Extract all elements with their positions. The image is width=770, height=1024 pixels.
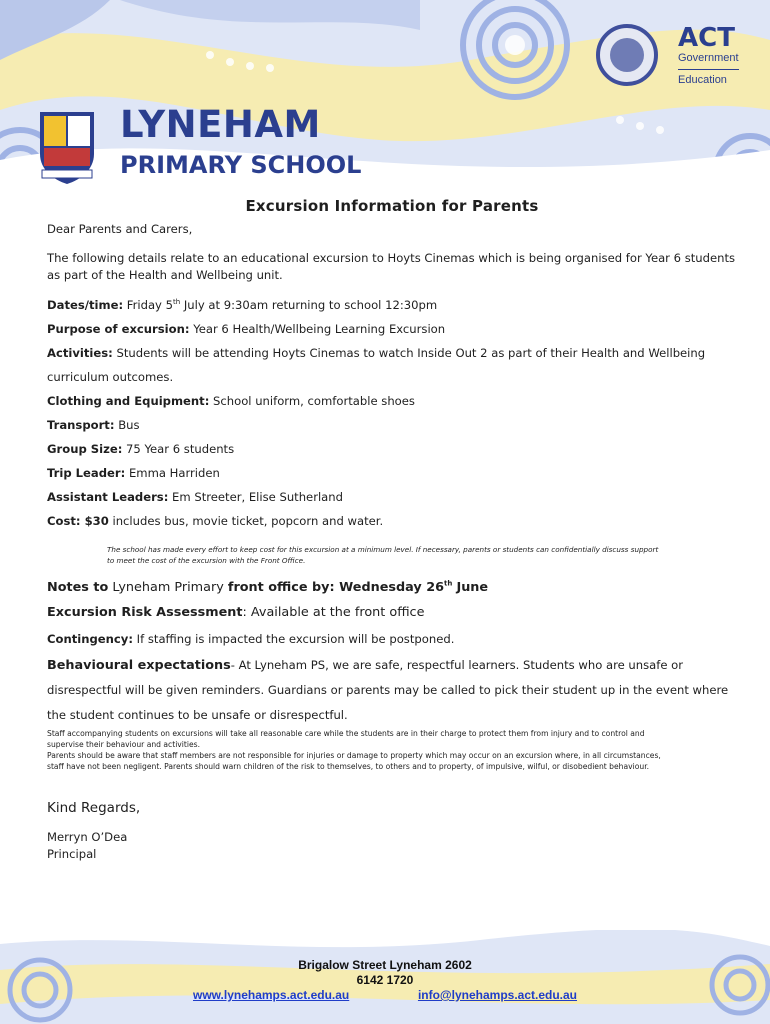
risk-label: Excursion Risk Assessment (47, 605, 243, 620)
transport-label: Transport: (47, 418, 115, 432)
trip-leader-value: Emma Harriden (128, 466, 220, 480)
footer-contact (0, 958, 770, 1003)
purpose-row (47, 321, 737, 338)
website-link[interactable]: www.lynehamps.act.edu.au (192, 988, 350, 1002)
signatory-name: Merryn O’Dea (47, 830, 128, 844)
notes-label-b: front office by: Wednesday 26 (227, 580, 445, 595)
behaviour-line3: the student continues to be unsafe or disrespectful. (47, 708, 348, 722)
cost-row (47, 513, 737, 530)
fine-print-line3: Parents should be aware that staff members are not responsible for injuries or damage to property which may occur on an excursion where, in all circumstances, (47, 751, 661, 760)
notes-label-a: Notes to (47, 580, 109, 595)
group-size-row (47, 441, 737, 458)
group-size-value: 75 Year 6 students (126, 442, 235, 456)
contingency-row (47, 631, 737, 648)
dates-sup: th (172, 298, 181, 307)
school-name-line1: LYNEHAM (120, 103, 321, 146)
school-name (120, 104, 361, 180)
clothing-value: School uniform, comfortable shoes (213, 394, 415, 408)
dates-value-post: July at 9:30am returning to school 12:30pm (180, 298, 438, 312)
trip-leader-label: Trip Leader: (47, 466, 126, 480)
assistant-leaders-label: Assistant Leaders: (47, 490, 169, 504)
transport-value: Bus (118, 418, 140, 432)
trip-leader-row (47, 465, 737, 482)
cost-note-line2: to meet the cost of the excursion with the Front Office. (107, 556, 306, 565)
act-seal-icon (596, 24, 658, 86)
behaviour-row (47, 657, 737, 674)
cost-value: includes bus, movie ticket, popcorn and water. (112, 514, 384, 528)
dates-row (47, 297, 737, 314)
clothing-label: Clothing and Equipment: (47, 394, 210, 408)
behaviour-line2: disrespectful will be given reminders. Guardians or parents may be called to pick their student up in the event where (47, 683, 729, 697)
school-crest-logo (36, 108, 98, 188)
cost-note-line1: The school has made every effort to keep cost for this excursion at a minimum level. If necessary, parents or students can confidentially discuss support (107, 545, 659, 554)
act-government-logo (596, 24, 746, 90)
activities-row (47, 345, 737, 362)
clothing-row (47, 393, 737, 410)
footer-links-row (0, 988, 770, 1003)
act-logo-line2: Education (678, 69, 739, 87)
dates-value-pre: Friday 5 (126, 298, 173, 312)
footer-phone: 6142 1720 (356, 973, 414, 987)
contingency-text: If staffing is impacted the excursion will be postponed. (136, 632, 455, 646)
greeting: Dear Parents and Carers, (47, 222, 193, 236)
risk-text: : Available at the front office (242, 605, 425, 620)
fine-print-line1: Staff accompanying students on excursions will take all reasonable care while the students are in their charge to protect them from injury and to control and (47, 729, 645, 738)
letter-title: Excursion Information for Parents (245, 197, 539, 215)
intro-paragraph: The following details relate to an educational excursion to Hoyts Cinemas which is being organised for Year 6 students as part of the Health and Wellbeing unit. (47, 251, 736, 282)
notes-sup: th (444, 579, 453, 588)
dates-label: Dates/time: (47, 298, 124, 312)
transport-row (47, 417, 737, 434)
purpose-value: Year 6 Health/Wellbeing Learning Excursion (193, 322, 446, 336)
footer-address: Brigalow Street Lyneham 2602 (298, 958, 472, 972)
fine-print-line4: staff have not been negligent. Parents should warn children of the risk to themselves, to others and to property, of impulsive, wilful, or disobedient behaviour. (47, 762, 650, 771)
school-name-line2: PRIMARY SCHOOL (120, 151, 362, 179)
closing: Kind Regards, (47, 800, 141, 816)
group-size-label: Group Size: (47, 442, 123, 456)
assistant-leaders-value: Em Streeter, Elise Sutherland (172, 490, 343, 504)
letter-body (47, 198, 737, 863)
behaviour-line1: - At Lyneham PS, we are safe, respectful learners. Students who are unsafe or (230, 658, 684, 672)
risk-row (47, 604, 737, 621)
purpose-label: Purpose of excursion: (47, 322, 190, 336)
activities-label: Activities: (47, 346, 113, 360)
signatory-title: Principal (47, 847, 97, 861)
cost-label: Cost: $30 (47, 514, 109, 528)
notes-text: Lyneham Primary (112, 580, 224, 595)
activities-value-line2: curriculum outcomes. (47, 370, 174, 384)
notes-label-c: June (456, 580, 489, 595)
act-logo-line1: Government (678, 52, 739, 64)
fine-print-line2: supervise their behaviour and activities. (47, 740, 201, 749)
assistant-leaders-row (47, 489, 737, 506)
email-link[interactable]: info@lynehamps.act.edu.au (417, 988, 578, 1002)
contingency-label: Contingency: (47, 632, 133, 646)
notes-row (47, 579, 737, 596)
activities-value-line1: Students will be attending Hoyts Cinemas to watch Inside Out 2 as part of their Health and Wellbeing (116, 346, 706, 360)
act-logo-name: ACT (678, 23, 735, 53)
behaviour-label: Behavioural expectations (47, 658, 231, 673)
